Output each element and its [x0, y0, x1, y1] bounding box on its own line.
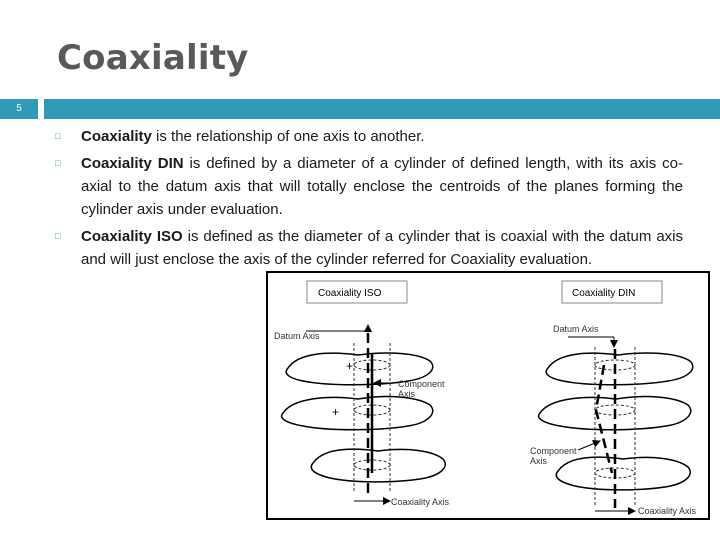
din-plate-bottom — [556, 457, 690, 490]
bullet-description: is the relationship of one axis to another. — [151, 128, 425, 145]
hollow-square-bullet-icon: □ — [55, 131, 61, 141]
iso-tolerance-label: Coaxiality Axis — [391, 497, 450, 507]
din-component-label: Component — [530, 446, 577, 456]
hollow-square-bullet-icon: □ — [55, 231, 61, 241]
slide-title: Coaxiality — [57, 38, 249, 78]
din-panel — [530, 281, 697, 516]
bullet-text — [81, 125, 683, 148]
din-tolerance-label: Coaxiality Axis — [638, 506, 697, 516]
bullet-term: Coaxiality DIN — [81, 155, 184, 172]
bullet-list — [55, 125, 683, 275]
iso-datum-label: Datum Axis — [274, 331, 320, 341]
bullet-term: Coaxiality — [81, 128, 152, 145]
iso-panel — [274, 281, 450, 507]
bullet-item — [55, 125, 683, 148]
bullet-description: is defined as the diameter of a cylinder that is coaxial with the datum axis and will just enclose the axis of the cylinder referred for Coaxiality evaluation. — [81, 228, 683, 268]
bullet-description: is defined by a diameter of a cylinder of defined length, with its axis co-axial to the datum axis that will totally enclose the centroids of the planes forming the cylinder axis under evaluation. — [81, 155, 683, 218]
din-label: Coaxiality DIN — [572, 288, 636, 299]
coaxiality-diagram — [266, 271, 710, 520]
bullet-text — [81, 152, 683, 221]
bullet-term: Coaxiality ISO — [81, 228, 183, 245]
din-datum-label: Datum Axis — [553, 324, 599, 334]
bullet-item — [55, 152, 683, 221]
iso-plate-bottom — [311, 449, 445, 482]
iso-component-label: Component — [398, 379, 445, 389]
iso-centroid-mark: + — [346, 359, 354, 373]
din-plate-top — [546, 353, 693, 385]
coaxiality-diagram-svg — [268, 273, 708, 518]
iso-centroid-mark: + — [332, 405, 340, 419]
iso-label: Coaxiality ISO — [318, 288, 382, 299]
bullet-item — [55, 225, 683, 271]
din-component-arrow — [578, 441, 600, 450]
iso-plate-middle — [282, 397, 433, 430]
title-divider-band — [44, 99, 720, 119]
bullet-text — [81, 225, 683, 271]
hollow-square-bullet-icon: □ — [55, 158, 61, 168]
din-component-label: Axis — [530, 456, 548, 466]
slide-number: 5 — [0, 99, 38, 119]
iso-component-label: Axis — [398, 389, 416, 399]
